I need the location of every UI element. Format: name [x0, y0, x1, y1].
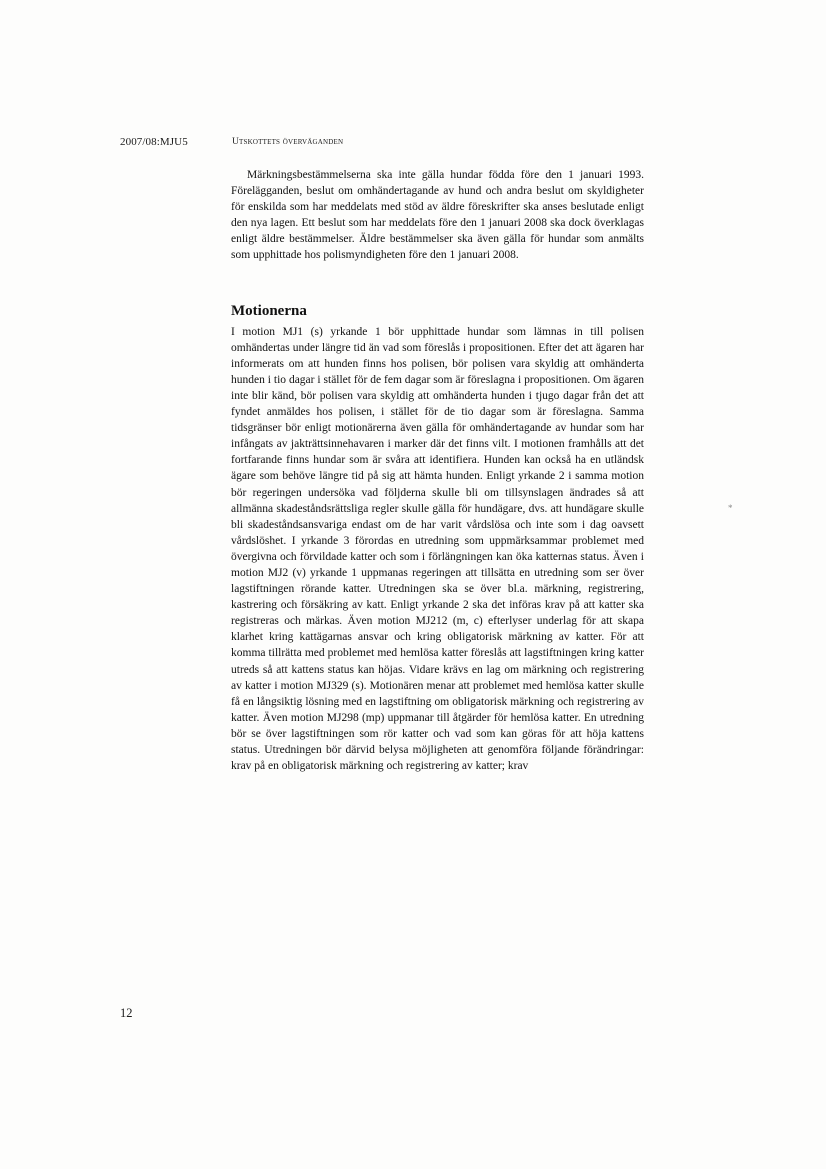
page-number: 12: [120, 1006, 133, 1020]
section-body: I motion MJ1 (s) yrkande 1 bör upphittade hundar som lämnas in till polisen omhändertas under längre tid än vad som föreslås i propositionen. Efter det att ägaren har informerats om att hunden finns hos polisen, bör polisen vara skyldig att omhänderta hunden i tio dagar i stället för de fem dagar som är föreslagna i propositionen. Om ägaren inte blir känd, bör polisen vara skyldig att omhänderta hunden i tjugo dagar från det att fyndet anmäldes hos polisen, i stället för de tio dagar som är föreslagna. Samma tidsgränser bör enligt motionärerna även gälla för omhändertagande av hundar som har infångats av jakträttsinnehavaren i marker där det finns vilt. I motionen framhålls att det fortfarande finns hundar som är svåra att identifiera. Hunden kan också ha en utländsk ägare som behöve längre tid på sig att hämta hunden. Enligt yrkande 2 i samma motion bör regeringen undersöka vad följderna skulle bli om tillsynslagen ändrades så att allmänna skadeståndsrättsliga regler skulle gälla för hundägare, dvs. att hundägare skulle bli skadeståndsansvariga endast om de har varit vårdslösa och inte som i dag oavsett vårdslöshet. I yrkande 3 förordas en utredning som uppmärksammar problemet med övergivna och förvildade katter och som i förlängningen kan öka katternas status. Även i motion MJ2 (v) yrkande 1 uppmanas regeringen att tillsätta en utredning som ser över lagstiftningen rörande katter. Utredningen ska se över bl.a. märkning, registrering, kastrering och försäkring av katt. Enligt yrkande 2 ska det införas krav på att katter ska registreras och märkas. Även motion MJ212 (m, c) efterlyser underlag för att skapa klarhet kring kattägarnas ansvar och kring obligatorisk märkning av katter. För att komma tillrätta med problemet med hemlösa katter föreslås att lagstiftningen kring katter utreds så att kattens status kan höjas. Vidare krävs en lag om märkning och registrering av katter i motion MJ329 (s). Motionären menar att problemet med hemlösa katter skulle få en långsiktig lösning med en lagstiftning om obligatorisk märkning och registrering av katter. Även motion MJ298 (mp) uppmanar till åtgärder för hemlösa katter. En utredning bör se över lagstiftningen som rör katter och vad som kan göras för att höja kattens status. Utredningen bör därvid belysa möjligheten att genomföra följande förändringar: krav på en obligatorisk märkning och registrering av katter; krav: [231, 325, 644, 773]
scan-mark: *: [728, 503, 733, 513]
document-id: 2007/08:MJU5: [120, 136, 188, 148]
main-text: [231, 167, 644, 774]
section-heading: Motionerna: [231, 302, 307, 319]
intro-paragraph: Märkningsbestämmelserna ska inte gälla hundar födda före den 1 januari 1993. Förelägganden, beslut om omhändertagande av hund och andra beslut om skyldigheter för enskilda som har meddelats med stöd av äldre föreskrifter ska anses beslutade enligt den nya lagen. Ett beslut som har meddelats före den 1 januari 2008 ska dock överklagas enligt äldre bestämmelser. Äldre bestämmelser ska även gälla för hundar som anmälts som upphittade hos polismyndigheten före den 1 januari 2008.: [231, 169, 644, 262]
running-section-title: Utskottets överväganden: [232, 137, 344, 147]
